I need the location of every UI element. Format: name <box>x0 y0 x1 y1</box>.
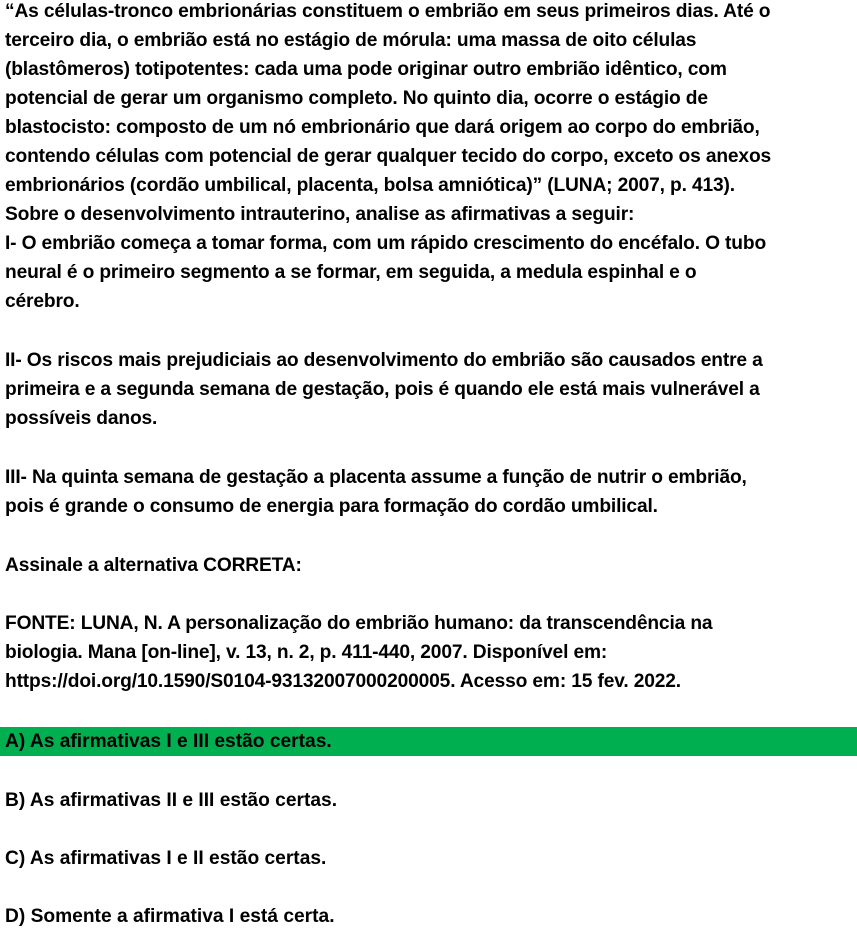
source-line: https://doi.org/10.1590/S0104-93132007000200005. Acesso em: 15 fev. 2022. <box>5 671 681 692</box>
source-line: FONTE: LUNA, N. A personalização do embrião humano: da transcendência na <box>5 613 713 634</box>
statement-1-line: neural é o primeiro segmento a se formar, em seguida, a medula espinhal e o <box>5 262 697 283</box>
question-intro <box>5 0 853 316</box>
intro-line: terceiro dia, o embrião está no estágio de mórula: uma massa de oito células <box>5 30 697 51</box>
statement-1-line: cérebro. <box>5 291 80 312</box>
statement-2-line: primeira e a segunda semana de gestação, pois é quando ele está mais vulnerável a <box>5 379 760 400</box>
option-d[interactable] <box>0 902 857 931</box>
option-c[interactable] <box>0 844 857 873</box>
statement-2 <box>5 346 853 433</box>
intro-line: potencial de gerar um organismo completo. No quinto dia, ocorre o estágio de <box>5 88 708 109</box>
statement-3-line: III- Na quinta semana de gestação a placenta assume a função de nutrir o embrião, <box>5 467 747 488</box>
option-c-label: C) As afirmativas I e II estão certas. <box>5 848 327 869</box>
intro-line: “As células-tronco embrionárias constituem o embrião em seus primeiros dias. Até o <box>5 1 771 22</box>
intro-line: contendo células com potencial de gerar qualquer tecido do corpo, exceto os anexos <box>5 146 772 167</box>
intro-line: Sobre o desenvolvimento intrauterino, analise as afirmativas a seguir: <box>5 204 635 225</box>
intro-line: (blastômeros) totipotentes: cada uma pode originar outro embrião idêntico, com <box>5 59 727 80</box>
instruction <box>5 551 853 580</box>
option-a[interactable] <box>0 727 857 756</box>
source-line: biologia. Mana [on-line], v. 13, n. 2, p. 411-440, 2007. Disponível em: <box>5 642 608 663</box>
instruction-text: Assinale a alternativa CORRETA: <box>5 555 302 576</box>
intro-line: embrionários (cordão umbilical, placenta, bolsa amniótica)” (LUNA; 2007, p. 413). <box>5 175 735 196</box>
intro-line: blastocisto: composto de um nó embrionário que dará origem ao corpo do embrião, <box>5 117 760 138</box>
statement-2-line: II- Os riscos mais prejudiciais ao desenvolvimento do embrião são causados entre a <box>5 350 763 371</box>
statement-1-line: I- O embrião começa a tomar forma, com um rápido crescimento do encéfalo. O tubo <box>5 233 767 254</box>
statement-2-line: possíveis danos. <box>5 408 158 429</box>
option-b-label: B) As afirmativas II e III estão certas. <box>5 790 338 811</box>
statement-3 <box>5 463 853 521</box>
option-b[interactable] <box>0 786 857 815</box>
option-d-label: D) Somente a afirmativa I está certa. <box>5 906 335 927</box>
option-a-label: A) As afirmativas I e III estão certas. <box>5 731 332 752</box>
source-citation <box>5 609 853 696</box>
statement-3-line: pois é grande o consumo de energia para formação do cordão umbilical. <box>5 496 658 517</box>
